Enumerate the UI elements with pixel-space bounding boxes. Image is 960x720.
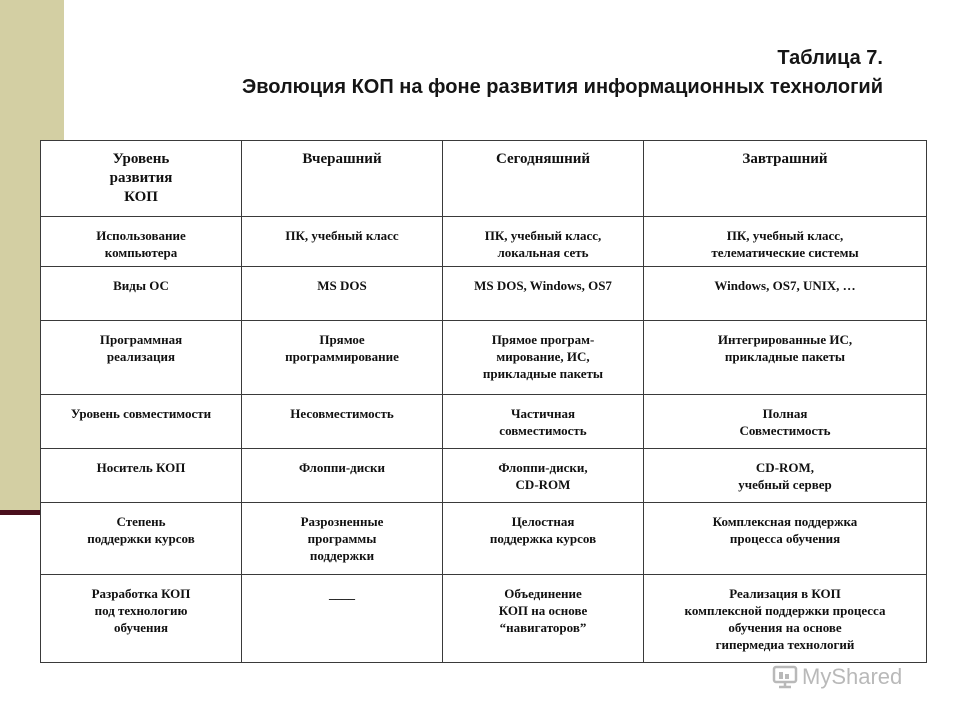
header-tomorrow-line: Завтрашний [742, 151, 828, 167]
cell-line: Интегрированные ИС, [717, 332, 853, 347]
header-level-line: развития [109, 170, 173, 186]
cell-line: Флоппи-диски, [498, 460, 588, 475]
cell-today [443, 449, 644, 503]
cell-line: совместимость [499, 423, 587, 438]
cell-line: Уровень совместимости [70, 406, 212, 421]
cell-today [443, 503, 644, 575]
header-level-line: КОП [124, 189, 158, 205]
cell-line: учебный сервер [738, 477, 832, 492]
cell-yesterday [242, 449, 443, 503]
cell-line: CD-ROM, [755, 460, 815, 475]
header-tomorrow [644, 141, 927, 217]
table-row [41, 217, 927, 267]
cell-level [41, 395, 242, 449]
cell-today [443, 321, 644, 395]
watermark-text: MyShared [802, 664, 903, 689]
cell-line: обучения на основе [728, 620, 842, 635]
cell-tomorrow [644, 449, 927, 503]
cell-line: Прямое програм- [491, 332, 595, 347]
cell-yesterday [242, 395, 443, 449]
cell-line: Прямое [319, 332, 365, 347]
cell-line: процесса обучения [729, 531, 841, 546]
watermark [772, 664, 902, 690]
cell-line: гипермедиа технологий [715, 637, 855, 652]
cell-today [443, 575, 644, 663]
table-row [41, 503, 927, 575]
cell-line: Программная [99, 332, 183, 347]
header-today [443, 141, 644, 217]
cell-level [41, 217, 242, 267]
cell-level [41, 449, 242, 503]
header-level [41, 141, 242, 217]
cell-line: CD-ROM [515, 477, 571, 492]
cell-today [443, 395, 644, 449]
table-row [41, 267, 927, 321]
table-label: Таблица 7. [777, 47, 883, 69]
cell-line: ПК, учебный класс, [726, 228, 844, 243]
cell-line: Реализация в КОП [729, 586, 841, 601]
cell-line: КОП на основе [498, 603, 588, 618]
cell-line: Частичная [510, 406, 576, 421]
cell-line: поддержки курсов [87, 531, 195, 546]
cell-yesterday [242, 503, 443, 575]
cell-yesterday [242, 575, 443, 663]
table-row [41, 395, 927, 449]
cell-line: программы [307, 531, 377, 546]
cell-line: Виды ОС [113, 278, 169, 293]
cell-line: поддержки [309, 548, 375, 563]
cell-level [41, 267, 242, 321]
cell-line: Объединение [504, 586, 582, 601]
cell-yesterday [242, 321, 443, 395]
cell-today [443, 217, 644, 267]
cell-tomorrow [644, 575, 927, 663]
table-row [41, 449, 927, 503]
cell-line: MS DOS [317, 278, 367, 293]
table-row [41, 575, 927, 663]
table-title: Эволюция КОП на фоне развития информационных технологий [242, 76, 883, 98]
cell-line: Комплексная поддержка [712, 514, 858, 529]
cell-line: ____ [329, 586, 355, 601]
cell-line: “навигаторов” [499, 620, 587, 635]
cell-tomorrow [644, 503, 927, 575]
evolution-table [40, 140, 927, 663]
cell-line: Использование [96, 228, 186, 243]
cell-tomorrow [644, 267, 927, 321]
cell-tomorrow [644, 217, 927, 267]
cell-level [41, 503, 242, 575]
cell-line: комплексной поддержки процесса [684, 603, 886, 618]
cell-line: под технологию [94, 603, 188, 618]
header-yesterday-line: Вчерашний [302, 151, 382, 167]
cell-line: компьютера [104, 245, 178, 260]
cell-line: Степень [116, 514, 166, 529]
cell-line: Разрозненные [300, 514, 384, 529]
cell-tomorrow [644, 321, 927, 395]
cell-line: Разработка КОП [91, 586, 191, 601]
table-row [41, 321, 927, 395]
cell-yesterday [242, 267, 443, 321]
header-level-line: Уровень [112, 151, 170, 167]
cell-line: MS DOS, Windows, OS7 [474, 278, 612, 293]
presentation-icon [772, 665, 798, 689]
cell-line: Windows, OS7, UNIX, … [714, 278, 856, 293]
cell-level [41, 321, 242, 395]
cell-line: Несовместимость [290, 406, 394, 421]
cell-line: телематические системы [711, 245, 859, 260]
table-body [41, 217, 927, 663]
cell-line: прикладные пакеты [482, 366, 604, 381]
cell-level [41, 575, 242, 663]
header-yesterday [242, 141, 443, 217]
header-today-line: Сегодняшний [495, 151, 591, 167]
cell-line: прикладные пакеты [724, 349, 846, 364]
cell-line: ПК, учебный класс [285, 228, 399, 243]
cell-line: поддержка курсов [489, 531, 597, 546]
cell-line: Целостная [511, 514, 575, 529]
cell-line: программирование [285, 349, 399, 364]
cell-line: мирование, ИС, [496, 349, 590, 364]
cell-line: Носитель КОП [96, 460, 186, 475]
cell-line: Полная [762, 406, 808, 421]
sidebar-accent-line [0, 510, 40, 515]
cell-tomorrow [644, 395, 927, 449]
cell-line: ПК, учебный класс, [484, 228, 602, 243]
cell-yesterday [242, 217, 443, 267]
cell-line: Совместимость [739, 423, 831, 438]
cell-line: реализация [106, 349, 176, 364]
cell-today [443, 267, 644, 321]
cell-line: локальная сеть [497, 245, 589, 260]
table-header-row [41, 141, 927, 217]
cell-line: обучения [113, 620, 169, 635]
cell-line: Флоппи-диски [299, 460, 385, 475]
document-heading [242, 44, 883, 102]
